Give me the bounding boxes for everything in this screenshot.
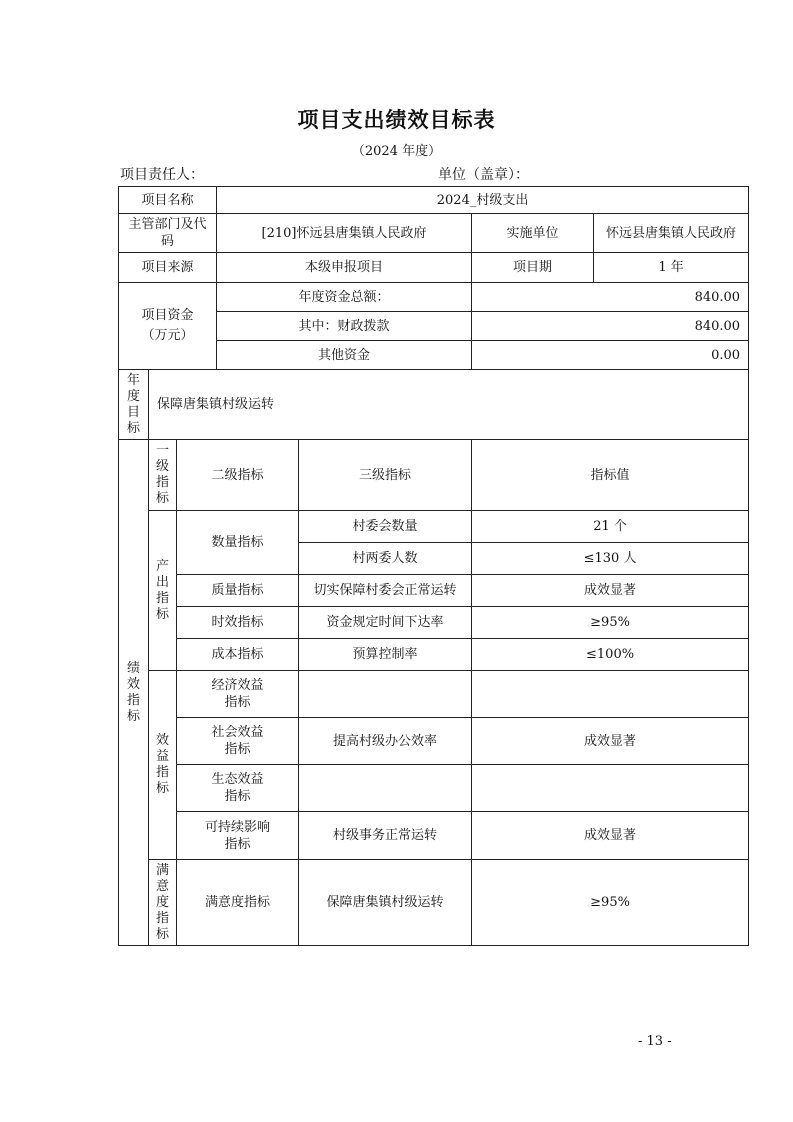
q2-name: 村两委人数: [299, 543, 472, 575]
cost-value: ≤100%: [472, 639, 749, 671]
level1-header: [149, 440, 177, 511]
annual-goal-text: 保障唐集镇村级运转: [149, 370, 749, 440]
quantity-indicator-label: 数量指标: [177, 511, 299, 575]
row-output-cost: [119, 639, 749, 671]
eco-value: [472, 765, 749, 812]
q2-value: ≤130 人: [472, 543, 749, 575]
level2-header: 二级指标: [177, 440, 299, 511]
satisfaction-indicator-label-text: 满意度指标: [155, 862, 169, 942]
cost-name: 预算控制率: [299, 639, 472, 671]
row-source: [119, 253, 749, 283]
satisfaction-indicator-label: [149, 860, 177, 946]
source-label: 项目来源: [119, 253, 217, 283]
satisfaction-sub-label-text: 满意度指标: [205, 895, 271, 910]
period-value: 1 年: [594, 253, 749, 283]
funds-other-value: 0.00: [472, 341, 749, 370]
econ-indicator-label: [177, 671, 299, 718]
quality-indicator-label: 质量指标: [177, 575, 299, 607]
unit-seal-label: 单位（盖章）：: [438, 167, 529, 183]
row-benefit-econ: [119, 671, 749, 718]
time-value: ≥95%: [472, 607, 749, 639]
dept-label: 主管部门及代码: [119, 214, 217, 253]
row-benefit-social: [119, 718, 749, 765]
row-project-name: [119, 187, 749, 214]
social-indicator-label-text: 社会效益指标: [211, 725, 264, 757]
period-label: 项目期: [472, 253, 594, 283]
econ-indicator-label-text: 经济效益指标: [211, 678, 264, 710]
sustain-value: 成效显著: [472, 812, 749, 860]
level1-header-text: 一级指标: [155, 443, 169, 506]
source-value: 本级申报项目: [217, 253, 472, 283]
quality-value: 成效显著: [472, 575, 749, 607]
row-annual-goal: [119, 370, 749, 440]
social-name: 提高村级办公效率: [299, 718, 472, 765]
year-subtitle: （2024 年度）: [351, 144, 442, 159]
dept-value: [210]怀远县唐集镇人民政府: [217, 214, 472, 253]
sustain-indicator-label-text: 可持续影响指标: [205, 819, 271, 852]
output-indicator-label-text: 产出指标: [155, 558, 169, 622]
project-name-value: 2024_村级支出: [217, 187, 749, 214]
funds-other-label: 其他资金: [217, 341, 472, 370]
funds-fiscal-label: 其中：财政拨款: [217, 312, 472, 341]
level3-header: 三级指标: [299, 440, 472, 511]
row-indicator-header: [119, 440, 749, 511]
row-funds-total: [119, 283, 749, 312]
funds-label: [119, 283, 217, 370]
q1-name: 村委会数量: [299, 511, 472, 543]
benefit-indicator-label: [149, 671, 177, 860]
funds-total-value: 840.00: [472, 283, 749, 312]
perf-indicator-label: [119, 440, 149, 946]
funds-fiscal-value: 840.00: [472, 312, 749, 341]
sustain-name: 村级事务正常运转: [299, 812, 472, 860]
responsible-person-label: 项目责任人：: [120, 167, 204, 183]
quality-name: 切实保障村委会正常运转: [299, 575, 472, 607]
benefit-indicator-label-text: 效益指标: [155, 733, 169, 796]
impl-label: 实施单位: [472, 214, 594, 253]
annual-goal-label-text: 年度目标: [126, 372, 140, 436]
funds-total-label: 年度资金总额：: [217, 283, 472, 312]
time-name: 资金规定时间下达率: [299, 607, 472, 639]
value-header: 指标值: [472, 440, 749, 511]
econ-name: [299, 671, 472, 718]
eco-name: [299, 765, 472, 812]
page-title: 项目支出绩效目标表: [297, 108, 496, 132]
row-benefit-sustain: [119, 812, 749, 860]
econ-value: [472, 671, 749, 718]
funds-label-text: 项目资金（万元）: [141, 308, 194, 343]
eco-indicator-label: [177, 765, 299, 812]
cost-indicator-label: 成本指标: [177, 639, 299, 671]
satisfaction-name: 保障唐集镇村级运转: [299, 860, 472, 946]
time-indicator-label: 时效指标: [177, 607, 299, 639]
impl-value: 怀远县唐集镇人民政府: [594, 214, 749, 253]
project-name-label: 项目名称: [119, 187, 217, 214]
row-output-q1: [119, 511, 749, 543]
social-value: 成效显著: [472, 718, 749, 765]
sustain-indicator-label: [177, 812, 299, 860]
page-number: - 13 -: [638, 1034, 672, 1049]
satisfaction-sub-label: [177, 860, 299, 946]
perf-indicator-label-text: 绩效指标: [126, 660, 140, 724]
row-benefit-eco: [119, 765, 749, 812]
eco-indicator-label-text: 生态效益指标: [211, 772, 264, 804]
satisfaction-value: ≥95%: [472, 860, 749, 946]
q1-value: 21 个: [472, 511, 749, 543]
social-indicator-label: [177, 718, 299, 765]
row-output-quality: [119, 575, 749, 607]
performance-table: [118, 186, 749, 946]
annual-goal-label: [119, 370, 149, 440]
row-department: [119, 214, 749, 253]
row-satisfaction: [119, 860, 749, 946]
row-output-time: [119, 607, 749, 639]
output-indicator-label: [149, 511, 177, 671]
